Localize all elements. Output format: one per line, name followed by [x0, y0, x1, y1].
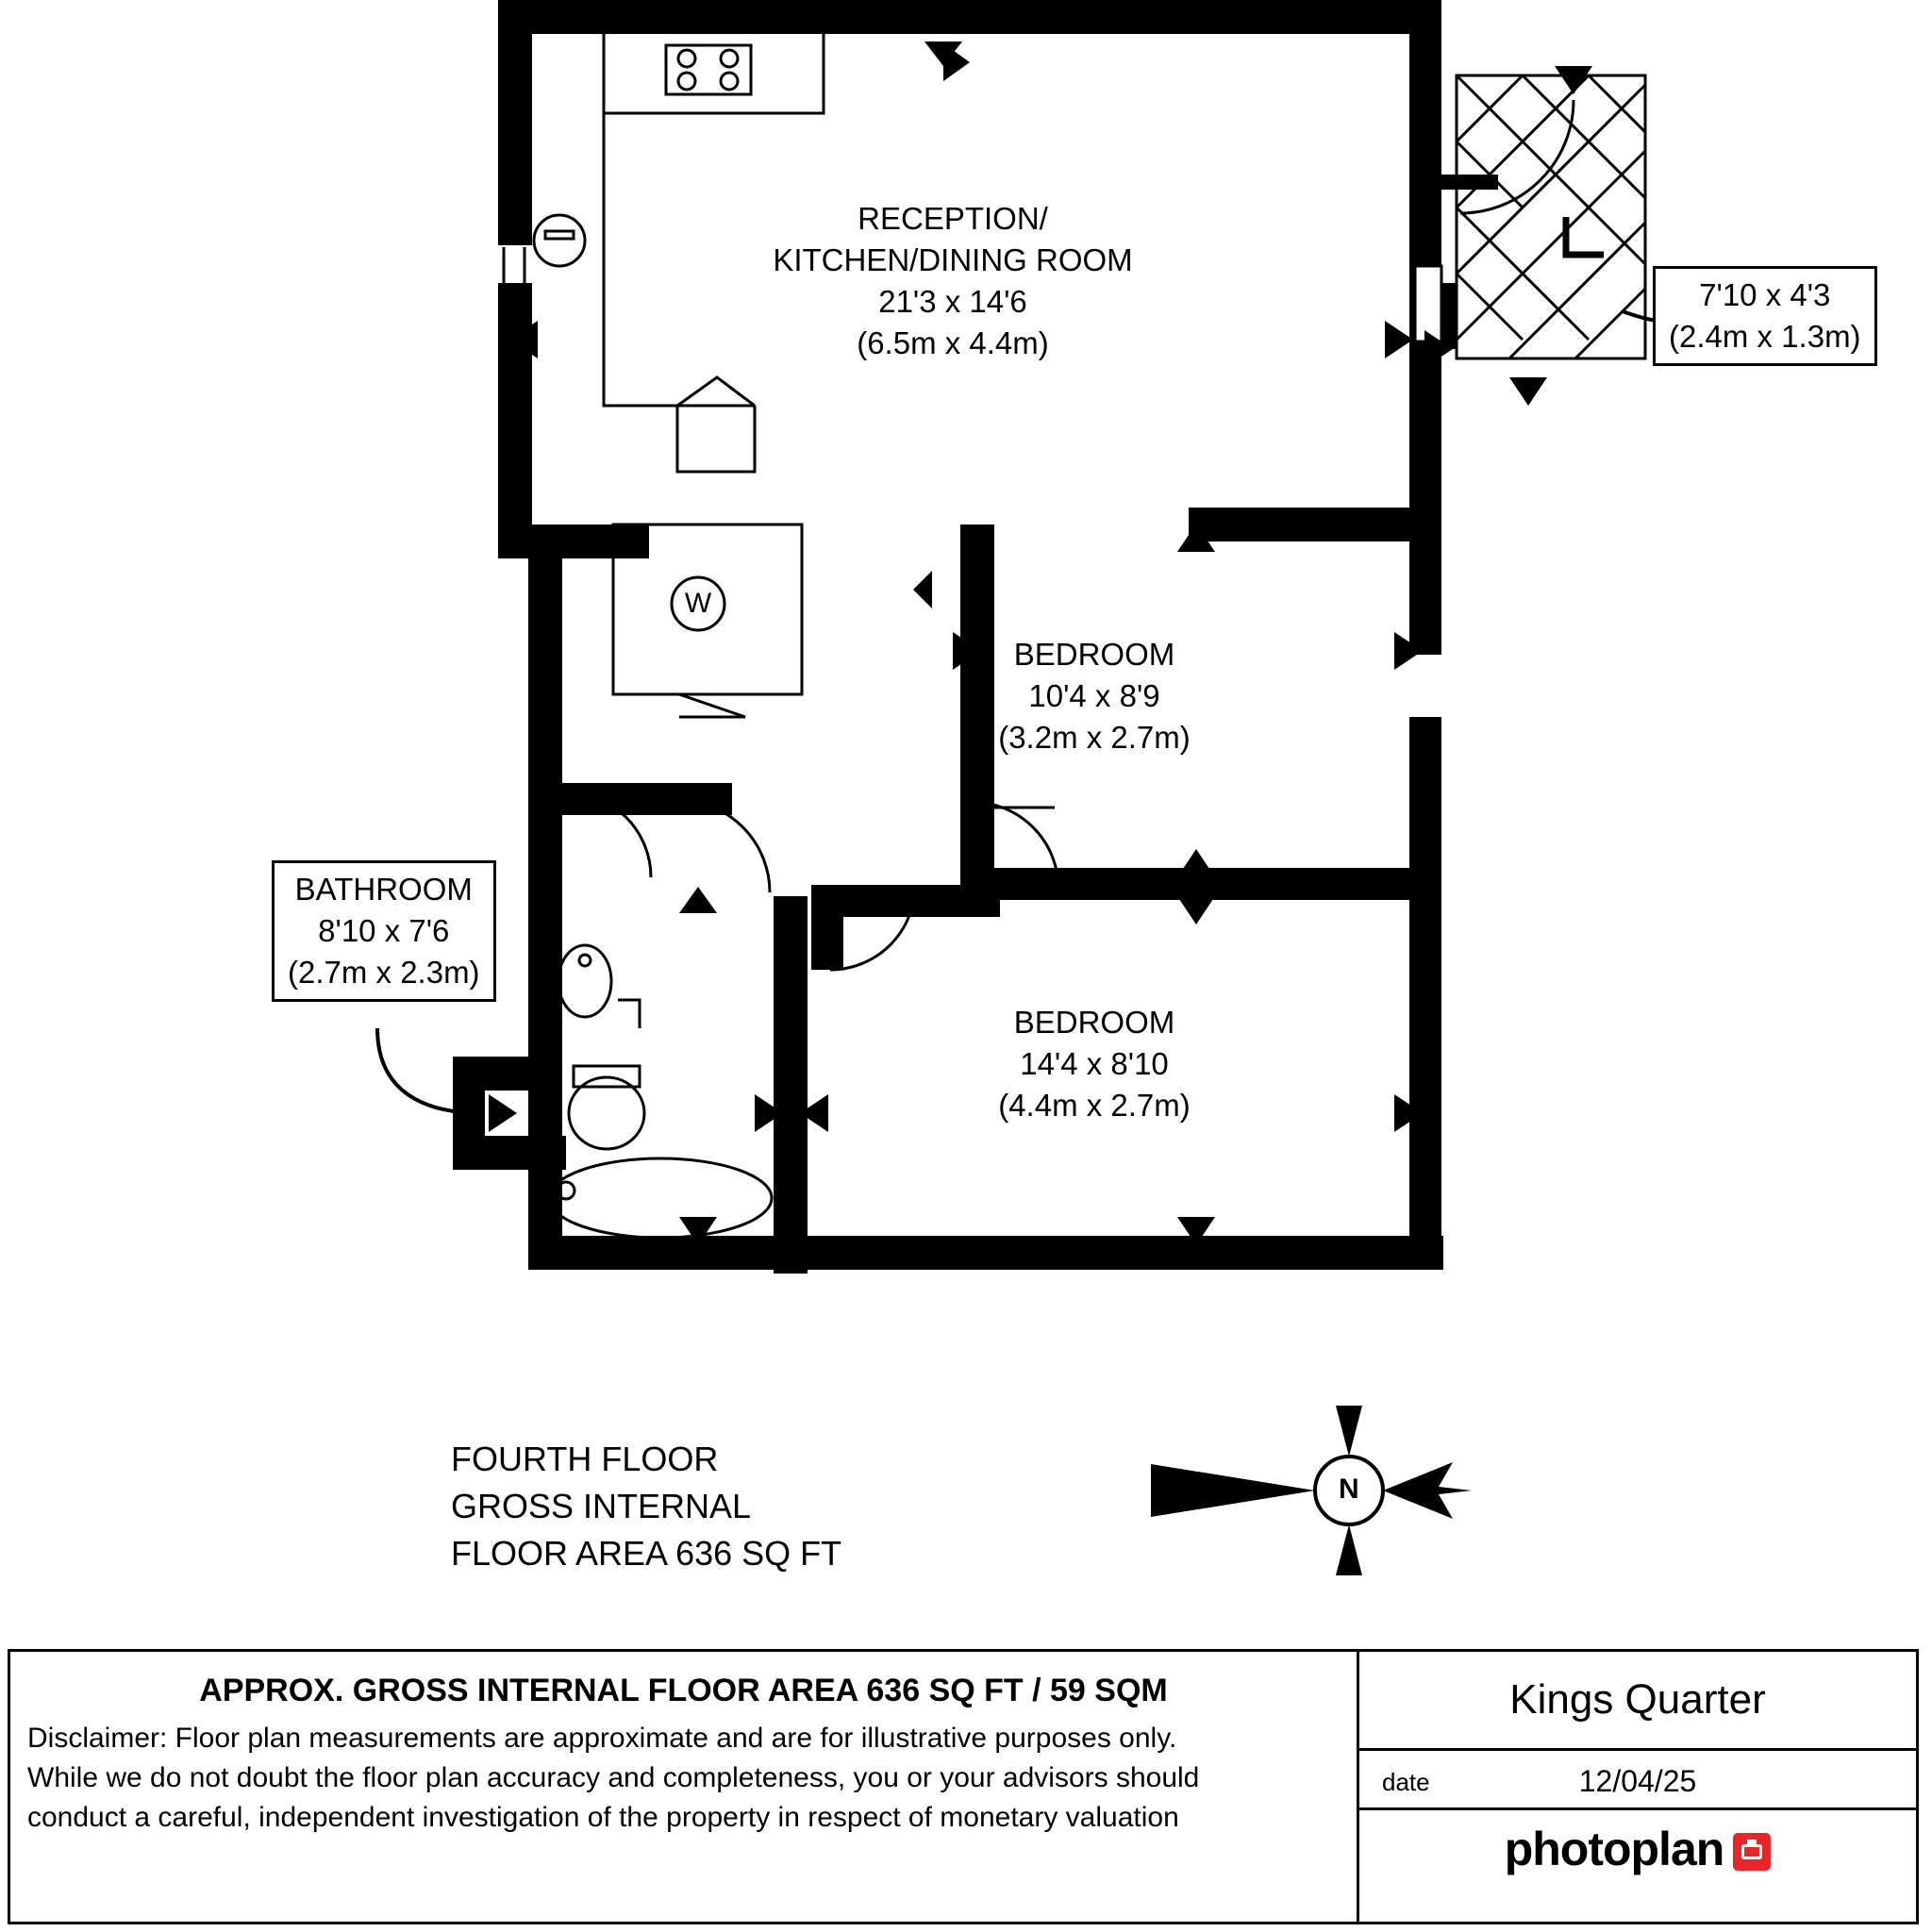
callout-dim-imperial: 7'10 x 4'3	[1699, 277, 1831, 312]
callout-dim-imperial: 8'10 x 7'6	[318, 913, 450, 948]
callout-name: BATHROOM	[294, 872, 473, 907]
room-label-bedroom-2	[943, 1002, 1245, 1126]
room-dim-metric: (3.2m x 2.7m)	[998, 720, 1191, 755]
floor-info-line2: GROSS INTERNAL	[451, 1487, 752, 1525]
balcony-callout	[1653, 266, 1877, 366]
washer-label: W	[684, 588, 712, 619]
room-name: BEDROOM	[1013, 1005, 1175, 1040]
room-dim-imperial: 21'3 x 14'6	[878, 284, 1027, 319]
disclaimer-line-2: While we do not doubt the floor plan accuracy and completeness, you or your advisors should	[27, 1762, 1200, 1793]
callout-dim-metric: (2.7m x 2.3m)	[288, 955, 480, 990]
camera-icon	[1733, 1833, 1771, 1871]
room-dim-metric: (4.4m x 2.7m)	[998, 1088, 1191, 1123]
disclaimer-line-3: conduct a careful, independent investigation of the property in respect of monetary valuation	[27, 1802, 1179, 1833]
room-name-line2: KITCHEN/DINING ROOM	[773, 242, 1133, 277]
footer-brand-panel	[1359, 1652, 1916, 1922]
photoplan-logo	[1359, 1822, 1916, 1876]
brand-name: Kings Quarter	[1509, 1676, 1766, 1723]
room-name-line1: RECEPTION/	[858, 201, 1048, 236]
footer	[8, 1649, 1919, 1924]
room-dim-imperial: 10'4 x 8'9	[1028, 678, 1160, 713]
room-label-reception	[717, 198, 1189, 364]
compass-north-label: N	[1339, 1474, 1359, 1505]
room-label-bedroom-1	[943, 634, 1245, 758]
date-label: date	[1382, 1768, 1430, 1796]
room-name: BEDROOM	[1013, 637, 1175, 672]
date-value: 12/04/25	[1578, 1764, 1697, 1798]
floor-info	[451, 1436, 841, 1577]
floor-info-line3: FLOOR AREA 636 SQ FT	[451, 1534, 842, 1573]
room-dim-imperial: 14'4 x 8'10	[1020, 1046, 1169, 1081]
footer-disclaimer-panel	[10, 1652, 1359, 1922]
photoplan-wordmark: photoplan	[1504, 1823, 1724, 1875]
gross-area-title: APPROX. GROSS INTERNAL FLOOR AREA 636 SQ FT / 59 SQM	[199, 1673, 1168, 1708]
floor-info-line1: FOURTH FLOOR	[451, 1440, 719, 1478]
date-row	[1359, 1748, 1916, 1810]
room-dim-metric: (6.5m x 4.4m)	[857, 325, 1049, 360]
callout-dim-metric: (2.4m x 1.3m)	[1669, 319, 1861, 354]
bathroom-callout	[272, 860, 496, 1002]
disclaimer-line-1: Disclaimer: Floor plan measurements are approximate and are for illustrative purposes only.	[27, 1723, 1177, 1754]
